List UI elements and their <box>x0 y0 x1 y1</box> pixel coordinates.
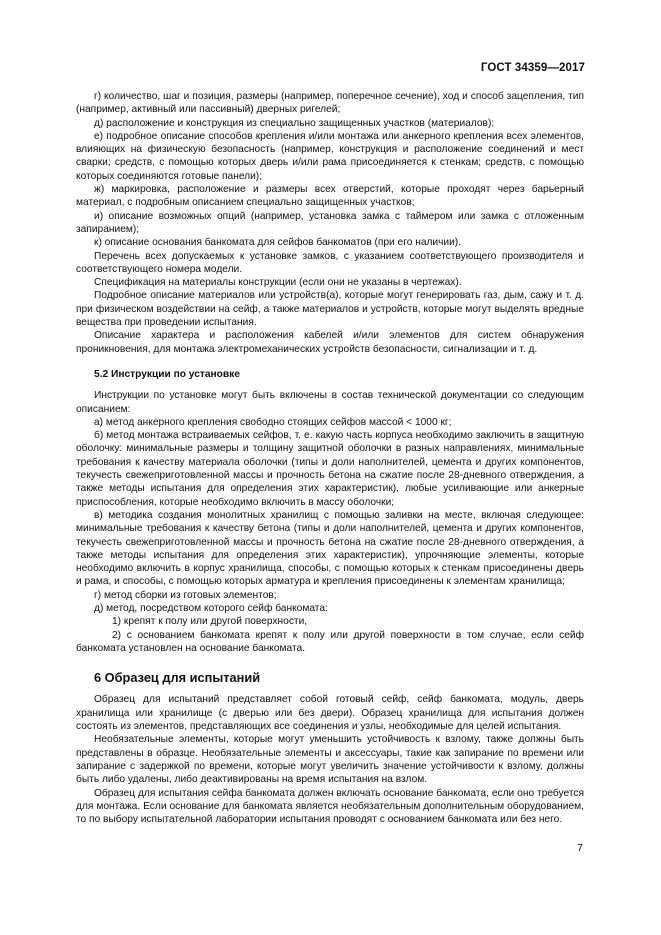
list-item: к) описание основания банкомата для сейфов банкоматов (при его наличии). <box>94 237 462 249</box>
paragraph: Перечень всех допускаемых к установке замков, с указанием соответствующего производителя и соответствующего номера модели. <box>76 250 584 275</box>
list-item: ж) маркировка, расположение и размеры всех отверстий, которые проходят через барьерный материал, с подробным описанием специально защищенных участков; <box>76 184 584 209</box>
list-item: и) описание возможных опций (например, установка замка с таймером или замка с отложенным запиранием); <box>76 210 584 235</box>
list-item: в) методика создания монолитных хранилищ с помощью заливки на месте, включая следующее: минимальные требования к качеству бетона (типы и доли наполнителей, цемента и других компонентов, текучесть свежеприготовленной массы и прочность бетона на сжатие после 28-дневного отверждения, а также методы испытания для определения этих характеристик), упрочняющие элементы, которые необходимо включить в корпус хранилища, способы, с помощью которых к стенкам присоединены дверь и рама, и способы, с помощью которых арматура и крепления присоединены к элементам хранилища; <box>76 509 584 588</box>
sub-list-item: 1) крепят к полу или другой поверхности, <box>112 616 308 628</box>
list-item: е) подробное описание способов крепления и/или монтажа или анкерного крепления всех элементов, влияющих на физическую безопасность (например, конструкция и расположение соединений и мест сварки; средств, с помощью которых дверь и/или рама присоединяется к стенкам; средств, с помощью которых соединяются готовые панели); <box>76 130 584 182</box>
page-number: 7 <box>577 842 583 854</box>
section-5-2-heading: 5.2 Инструкции по установке <box>94 368 240 380</box>
paragraph: Подробное описание материалов или устройств(а), которые могут генерировать газ, дым, сажу и т. д. при физическом воздействии на сейф, а также материалов и устройств, которые могут выделять вредные вещества при проведении испытания. <box>76 290 584 329</box>
list-item: д) расположение и конструкция из специально защищенных участков (материалов); <box>94 117 495 129</box>
list-item: г) метод сборки из готовых элементов; <box>94 589 277 601</box>
paragraph: Спецификация на материалы конструкции (если они не указаны в чертежах). <box>94 277 462 289</box>
page-content <box>76 90 584 826</box>
paragraph: Инструкции по установке могут быть включены в состав технической документации со следующим описанием: <box>76 390 584 415</box>
sub-list-item: 2) с основанием банкомата крепят к полу или другой поверхности в том случае, если сейф банкомата установлен на основание банкомата. <box>76 629 584 654</box>
list-item: д) метод, посредством которого сейф банкомата: <box>94 602 328 614</box>
requirements-list <box>76 90 584 356</box>
paragraph: Необязательные элементы, которые могут уменьшить устойчивость к взлому, также должны быть представлены в образце. Необязательные элементы и аксессуары, такие как запирание по времени или запирание с задержкой по времени, которые могут увеличить значение устойчивости к взлому, должны быть либо удалены, либо деактивированы на время испытания на взлом. <box>76 734 584 786</box>
paragraph: Образец для испытаний представляет собой готовый сейф, сейф банкомата, модуль, дверь хранилища или хранилище (с дверью или без двери). Образец хранилища для испытания должен состоять из элементов, представляющих все соединения и узлы, необходимые для целей испытания. <box>76 694 584 733</box>
list-item: а) метод анкерного крепления свободно стоящих сейфов массой < 1000 кг; <box>94 416 452 428</box>
paragraph: Образец для испытания сейфа банкомата должен включать основание банкомата, если оно требуется для монтажа. Если основание для банкомата является необязательным дополнительным оборудованием, то по выбору испытательной лаборатории испытания проводят с основанием банкомата или без него. <box>76 787 584 826</box>
section-6-heading: 6 Образец для испытаний <box>94 670 261 686</box>
standard-header: ГОСТ 34359—2017 <box>480 62 585 74</box>
list-item: г) количество, шаг и позиция, размеры (например, поперечное сечение), ход и способ зацепления, тип (например, активный или пассивный) дверных ригелей; <box>76 91 584 116</box>
section-5-2-body <box>76 389 584 655</box>
list-item: б) метод монтажа встраиваемых сейфов, т. е. какую часть корпуса необходимо заключить в защитную оболочку: минимальные размеры и толщину защитной оболочки в разных направлениях, минимальные требования к качеству материала оболочки (типы и доли наполнителей, цемента и других компонентов, текучесть свежеприготовленной массы и прочность бетона на сжатие после 28-дневного отверждения, а также методы испытания для определения этих характеристик), любые усиливающие или анкерные приспособления, которые необходимо включить в массу оболочки; <box>76 430 584 508</box>
section-6-body <box>76 693 584 826</box>
paragraph: Описание характера и расположения кабелей и/или элементов для систем обнаружения проникновения, для монтажа электромеханических устройств безопасности, сигнализации и т. д. <box>76 330 584 355</box>
